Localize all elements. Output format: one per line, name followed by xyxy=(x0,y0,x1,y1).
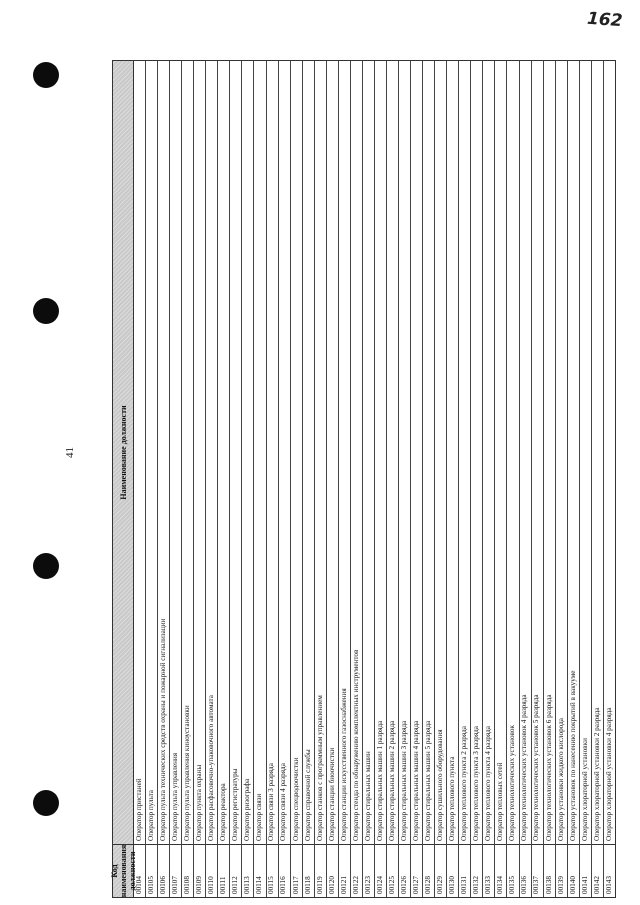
position-name: Оператор хлораторной установки xyxy=(580,738,589,841)
position-code: 00133 xyxy=(483,844,494,897)
position-name: Оператор пристаней xyxy=(134,778,143,841)
position-name: Оператор регистратуры xyxy=(231,768,240,841)
table-row xyxy=(158,61,170,897)
position-code: 00128 xyxy=(423,844,434,897)
table-row xyxy=(194,61,206,897)
table-row xyxy=(254,61,266,897)
table-row xyxy=(230,61,242,897)
position-code: 00104 xyxy=(134,844,145,897)
position-code: 00122 xyxy=(351,844,362,897)
position-name: Оператор стенда по обнаружению комплектных инструментов xyxy=(351,649,360,841)
position-name: Оператор теплового пункта 4 разряда xyxy=(484,726,493,841)
position-code: 00123 xyxy=(363,844,374,897)
position-name: Оператор пульта технических средств охраны и пожарной сигнализации xyxy=(159,618,168,841)
table-row xyxy=(242,61,254,897)
position-name: Оператор хлораторной установки 2 разряда xyxy=(592,707,601,841)
table-row xyxy=(447,61,459,897)
position-code: 00124 xyxy=(375,844,386,897)
table-row xyxy=(580,61,592,897)
table-row xyxy=(507,61,519,897)
position-name: Оператор расфасовочно-упаковочного автомата xyxy=(207,695,216,841)
position-code: 00117 xyxy=(291,844,302,897)
position-code: 00108 xyxy=(182,844,193,897)
position-code: 00107 xyxy=(170,844,181,897)
table-header xyxy=(109,61,137,898)
position-code: 00105 xyxy=(146,844,157,897)
punch-hole-bottom xyxy=(33,790,59,816)
position-name: Оператор установок по нанесению покрытий в вакууме xyxy=(568,670,577,841)
position-name: Оператор пульта управления xyxy=(171,752,180,841)
punch-hole-top xyxy=(33,62,59,88)
position-name: Оператор связи 3 разряда xyxy=(267,763,276,841)
table-row xyxy=(520,61,532,897)
position-code: 00125 xyxy=(387,844,398,897)
position-code: 00116 xyxy=(279,844,290,897)
position-code: 00140 xyxy=(568,844,579,897)
position-code: 00110 xyxy=(206,844,217,897)
table-row xyxy=(206,61,218,897)
position-name: Оператор ризографа xyxy=(243,778,252,841)
position-name: Оператор технологических установок 6 разряда xyxy=(544,694,553,841)
position-code: 00143 xyxy=(604,844,615,897)
table-row xyxy=(387,61,399,897)
position-name: Оператор технологических установок xyxy=(508,725,517,841)
punch-hole-upper-middle xyxy=(33,298,59,324)
position-name: Оператор установки жидкого кислорода xyxy=(556,718,565,841)
position-name: Оператор связи xyxy=(255,793,264,841)
table-row xyxy=(315,61,327,897)
position-code: 00121 xyxy=(339,844,350,897)
position-name: Оператор станции биоочистки xyxy=(327,747,336,841)
table-row xyxy=(170,61,182,897)
position-code: 00114 xyxy=(254,844,265,897)
position-code: 00115 xyxy=(267,844,278,897)
table-row xyxy=(459,61,471,897)
position-name: Оператор станков с программным управлением xyxy=(315,695,324,841)
position-code: 00136 xyxy=(520,844,531,897)
table-row xyxy=(495,61,507,897)
position-name: Оператор стиральных машин 1 разряда xyxy=(375,720,384,841)
header-name-column: Наименование должности xyxy=(118,405,128,500)
position-code: 00142 xyxy=(592,844,603,897)
position-name: Оператор связи 4 разряда xyxy=(279,763,288,841)
table-row xyxy=(267,61,279,897)
table-row xyxy=(291,61,303,897)
table-row xyxy=(303,61,315,897)
table-row xyxy=(134,61,146,897)
position-code: 00119 xyxy=(315,844,326,897)
position-name: Оператор пульта управления киноустановки xyxy=(183,705,192,841)
position-code: 00134 xyxy=(495,844,506,897)
position-name: Оператор справочной службы xyxy=(303,749,312,841)
position-name: Оператор теплового пункта 2 разряда xyxy=(460,726,469,841)
position-code: 00112 xyxy=(230,844,241,897)
table-row xyxy=(375,61,387,897)
position-name: Оператор спецводоочистки xyxy=(291,757,300,841)
header-code-column: Код наименования должности xyxy=(109,844,137,898)
punch-hole-lower-middle xyxy=(33,553,59,579)
position-name: Оператор тепловых сетей xyxy=(496,762,505,841)
position-name: Оператор стиральных машин 3 разряда xyxy=(399,720,408,841)
table-row xyxy=(146,61,158,897)
table-row xyxy=(399,61,411,897)
handwritten-sheet-number: 162 xyxy=(585,8,623,32)
position-code: 00135 xyxy=(507,844,518,897)
position-name: Оператор стиральных машин 2 разряда xyxy=(387,720,396,841)
positions-table xyxy=(109,60,616,898)
position-name: Оператор стиральных машин 4 разряда xyxy=(412,720,420,841)
table-row xyxy=(182,61,194,897)
table-row xyxy=(363,61,375,897)
position-code: 00129 xyxy=(435,844,446,897)
position-code: 00141 xyxy=(580,844,591,897)
position-code: 00131 xyxy=(459,844,470,897)
position-name: Оператор технологических установок 4 разряда xyxy=(520,694,529,841)
position-name: Оператор теплового пункта 3 разряда xyxy=(472,726,481,841)
table-row xyxy=(327,61,339,897)
table-row xyxy=(532,61,544,897)
position-code: 00109 xyxy=(194,844,205,897)
page-number: 41 xyxy=(64,447,76,458)
table-row xyxy=(218,61,230,897)
position-name: Оператор реактора xyxy=(219,783,228,841)
position-name: Оператор пульта xyxy=(146,790,155,841)
table-body xyxy=(134,61,615,897)
table-row xyxy=(423,61,435,897)
position-code: 00120 xyxy=(327,844,338,897)
position-name: Оператор станции искусственного газоснабжения xyxy=(339,688,348,841)
position-code: 00132 xyxy=(471,844,482,897)
position-name: Оператор технологических установок 5 разряда xyxy=(532,694,541,841)
table-row xyxy=(435,61,447,897)
position-name: Оператор стиральных машин xyxy=(363,751,372,841)
table-row xyxy=(279,61,291,897)
table-row xyxy=(568,61,580,897)
position-name: Оператор теплового пункта xyxy=(448,756,457,841)
position-name: Оператор стиральных машин 5 разряда xyxy=(424,720,433,841)
table-row xyxy=(411,61,423,897)
position-code: 00137 xyxy=(532,844,543,897)
position-name: Оператор пункта охраны xyxy=(195,764,204,841)
position-code: 00138 xyxy=(544,844,555,897)
table-row xyxy=(604,61,615,897)
table-row xyxy=(483,61,495,897)
position-code: 00130 xyxy=(447,844,458,897)
position-code: 00113 xyxy=(242,844,253,897)
position-code: 00111 xyxy=(218,844,229,897)
position-code: 00127 xyxy=(411,844,422,897)
table-row xyxy=(592,61,604,897)
table-row xyxy=(471,61,483,897)
position-name: Оператор хлораторной установки 4 разряда xyxy=(604,707,613,841)
position-code: 00139 xyxy=(556,844,567,897)
position-code: 00106 xyxy=(158,844,169,897)
position-code: 00126 xyxy=(399,844,410,897)
table-row xyxy=(556,61,568,897)
table-row xyxy=(544,61,556,897)
table-row xyxy=(351,61,363,897)
position-code: 00118 xyxy=(303,844,314,897)
table-row xyxy=(339,61,351,897)
position-name: Оператор сушильного оборудования xyxy=(436,729,445,841)
